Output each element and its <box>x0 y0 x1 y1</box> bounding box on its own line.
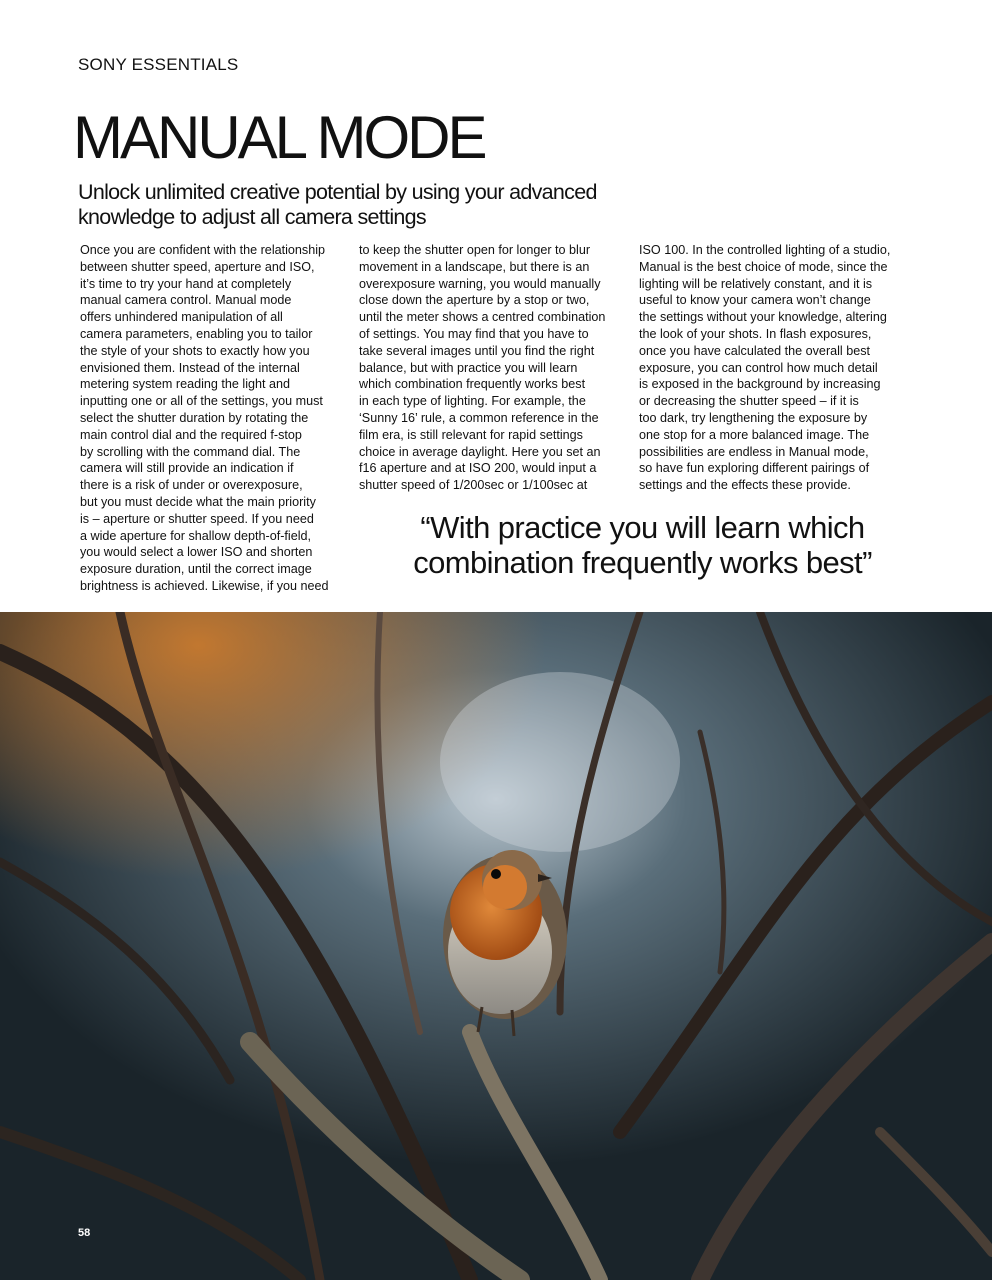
body-text-line: manual camera control. Manual mode <box>80 293 292 308</box>
body-text-line: Manual is the best choice of mode, since the <box>639 259 888 274</box>
body-text-line: or decreasing the shutter speed – if it is <box>639 394 859 409</box>
body-text-line: it’s time to try your hand at completely <box>80 276 292 291</box>
page-number: 58 <box>78 1227 91 1239</box>
body-text-line: too dark, try lengthening the exposure by <box>639 410 868 425</box>
body-text-line: ISO 100. In the controlled lighting of a studio, <box>639 243 891 257</box>
body-text-line: by scrolling with the command dial. The <box>80 444 301 459</box>
body-text-line: once you have calculated the overall best <box>639 343 871 358</box>
body-text-line: until the meter shows a centred combination <box>359 310 606 325</box>
body-text-line: you would select a lower ISO and shorten <box>80 545 313 560</box>
subtitle-line: knowledge to adjust all camera settings <box>78 205 426 229</box>
body-text-line: ‘Sunny 16’ rule, a common reference in the <box>359 410 599 425</box>
body-text-line: is exposed in the background by increasing <box>639 377 881 392</box>
body-text-line: take several images until you find the right <box>359 343 595 358</box>
body-column-1 <box>80 242 329 595</box>
robin-illustration <box>0 612 992 1280</box>
body-text-line: choice in average daylight. Here you set an <box>359 444 601 459</box>
body-text-line: settings and the effects these provide. <box>639 478 851 493</box>
pull-quote-line: combination frequently works best” <box>413 545 872 580</box>
body-text-line: lighting will be relatively constant, and it is <box>639 276 873 291</box>
pull-quote <box>380 510 905 580</box>
body-text-line: Once you are confident with the relationship <box>80 243 326 257</box>
body-text-line: metering system reading the light and <box>80 377 291 392</box>
body-text-line: the style of your shots to exactly how you <box>80 343 310 358</box>
body-text-line: which combination frequently works best <box>359 377 586 392</box>
body-text-line: overexposure warning, you would manually <box>359 276 601 291</box>
body-text-line: so have fun exploring different pairings of <box>639 461 870 476</box>
body-text-line: exposure duration, until the correct image <box>80 562 312 577</box>
body-text-line: there is a risk of under or overexposure, <box>80 478 303 493</box>
article-subtitle <box>78 180 638 230</box>
body-column-2 <box>359 242 605 494</box>
body-text-line: the settings without your knowledge, altering <box>639 310 887 325</box>
body-text-line: camera parameters, enabling you to tailor <box>80 326 313 341</box>
pull-quote-line: “With practice you will learn which <box>420 510 865 545</box>
body-text-line: inputting one or all of the settings, you must <box>80 394 323 409</box>
body-text-line: the look of your shots. In flash exposures, <box>639 326 872 341</box>
body-text-line: f16 aperture and at ISO 200, would input a <box>359 461 597 476</box>
robin-photo <box>0 612 992 1280</box>
body-text-line: camera will still provide an indication if <box>80 461 294 476</box>
subtitle-line: Unlock unlimited creative potential by using your advanced <box>78 180 597 204</box>
body-text-line: useful to know your camera won’t change <box>639 293 871 308</box>
body-text-line: brightness is achieved. Likewise, if you need <box>80 578 329 593</box>
body-text-line: select the shutter duration by rotating the <box>80 410 309 425</box>
body-text-line: a wide aperture for shallow depth-of-field, <box>80 528 312 543</box>
body-text-line: main control dial and the required f-stop <box>80 427 302 442</box>
body-column-3 <box>639 242 890 494</box>
body-text-line: shutter speed of 1/200sec or 1/100sec at <box>359 478 588 493</box>
body-text-line: envisioned them. Instead of the internal <box>80 360 300 375</box>
body-text-line: between shutter speed, aperture and ISO, <box>80 259 315 274</box>
body-text-line: movement in a landscape, but there is an <box>359 259 590 274</box>
body-text-line: film era, is still relevant for rapid settings <box>359 427 583 442</box>
body-text-line: possibilities are endless in Manual mode, <box>639 444 869 459</box>
article-title: MANUAL MODE <box>73 104 485 171</box>
body-text-line: offers unhindered manipulation of all <box>80 310 283 325</box>
body-text-line: exposure, you can control how much detail <box>639 360 878 375</box>
body-text-line: balance, but with practice you will learn <box>359 360 578 375</box>
body-text-line: of settings. You may find that you have to <box>359 326 589 341</box>
body-text-line: to keep the shutter open for longer to blur <box>359 243 591 257</box>
body-text-line: close down the aperture by a stop or two, <box>359 293 590 308</box>
body-text-line: but you must decide what the main priority <box>80 494 316 509</box>
body-text-line: is – aperture or shutter speed. If you need <box>80 511 314 526</box>
body-text-line: one stop for a more balanced image. The <box>639 427 870 442</box>
body-text-line: in each type of lighting. For example, the <box>359 394 586 409</box>
section-label: SONY ESSENTIALS <box>78 55 239 74</box>
